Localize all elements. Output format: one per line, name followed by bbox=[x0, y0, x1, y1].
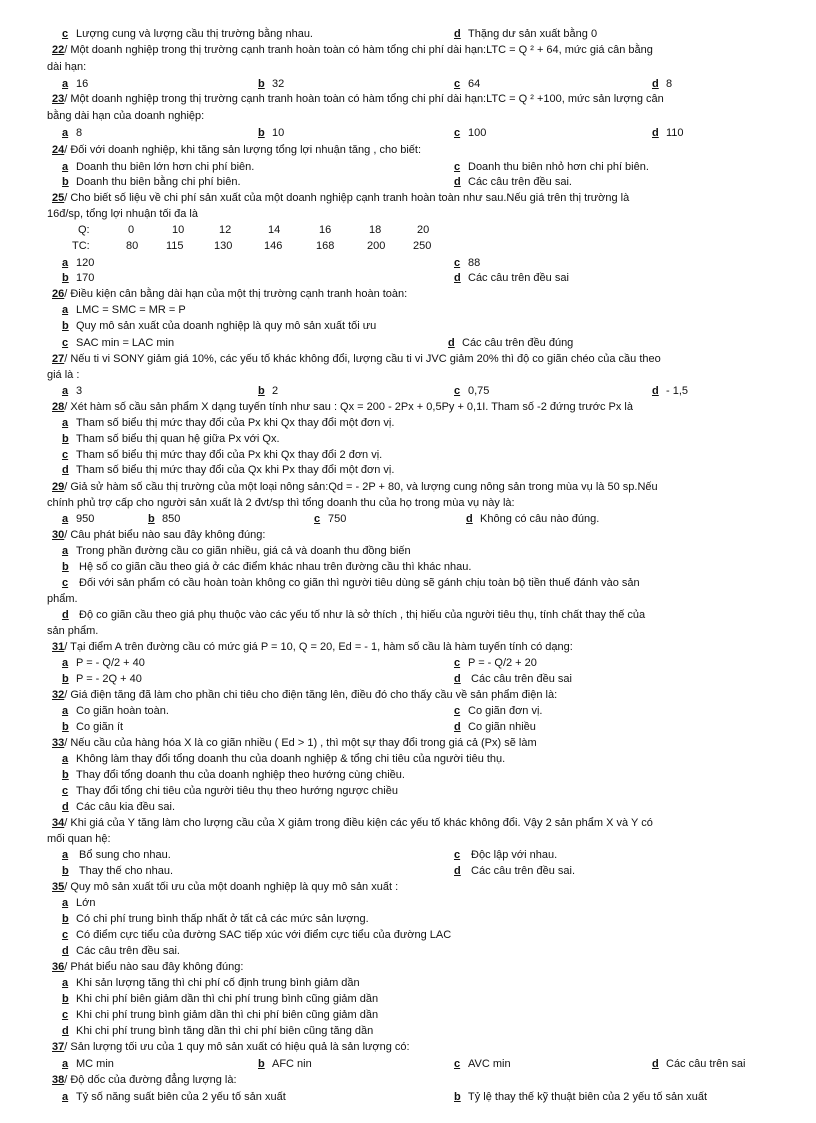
answer-option bbox=[258, 385, 278, 398]
question-text: / Câu phát biểu nào sau đây không đúng: bbox=[64, 529, 266, 541]
question-number: 25 bbox=[52, 192, 65, 204]
option-letter: c bbox=[454, 849, 461, 861]
question-text-continuation: chính phủ trợ cấp cho người sản xuất là 2 đvt/sp thì tổng doanh thu của họ trong mùa vụ này là: bbox=[47, 497, 515, 509]
option-text: Trong phần đường cầu co giãn nhiều, giá cả và doanh thu đồng biến bbox=[76, 545, 411, 557]
option-text: SAC min = LAC min bbox=[76, 337, 175, 349]
option-letter: a bbox=[62, 1091, 69, 1103]
data-table-cell: 18 bbox=[369, 224, 382, 236]
data-table-cell: 20 bbox=[417, 224, 430, 236]
question-text-continuation: bằng dài hạn của doanh nghiệp: bbox=[47, 110, 205, 122]
option-letter: d bbox=[62, 1025, 69, 1037]
option-letter: a bbox=[62, 304, 69, 316]
answer-option bbox=[62, 272, 94, 285]
answer-option bbox=[454, 705, 542, 718]
option-letter: a bbox=[62, 545, 69, 557]
option-letter: d bbox=[62, 945, 69, 957]
option-letter: a bbox=[62, 78, 69, 90]
answer-option bbox=[62, 849, 171, 862]
option-text: Đối với sản phẩm có cầu hoàn toàn không co giãn thì người tiêu dùng sẽ gánh chịu toàn bộ tiền thuế đánh vào sản bbox=[76, 577, 640, 589]
option-text: Các câu kia đều sai. bbox=[76, 801, 176, 813]
answer-option bbox=[62, 977, 360, 990]
answer-option bbox=[62, 609, 645, 622]
option-text: 8 bbox=[666, 78, 673, 90]
answer-option bbox=[62, 385, 82, 398]
option-letter: a bbox=[62, 161, 69, 173]
option-letter: d bbox=[454, 721, 461, 733]
question-number: 37 bbox=[52, 1041, 65, 1053]
question-text: / Đối với doanh nghiệp, khi tăng sản lượng tổng lợi nhuận tăng , cho biết: bbox=[64, 144, 422, 156]
question-number: 26 bbox=[52, 288, 65, 300]
option-letter: b bbox=[62, 913, 69, 925]
option-letter: d bbox=[62, 609, 69, 621]
question-number: 34 bbox=[52, 817, 65, 829]
question-line bbox=[52, 817, 653, 830]
option-letter: c bbox=[454, 127, 461, 139]
option-text: 88 bbox=[468, 257, 481, 269]
question-text: / Xét hàm số cầu sản phẩm X dạng tuyến tính như sau : Qx = 200 - 2Px + 0,5Py + 0,1I. Tham số -2 đứng trước Px là bbox=[64, 401, 633, 413]
option-text: Khi chi phí trung bình tăng dần thì chi phí biên cũng tăng dần bbox=[76, 1025, 374, 1037]
option-text: Tham số biểu thị mức thay đổi của Px khi Qx thay đổi một đơn vị. bbox=[76, 417, 395, 429]
option-letter: b bbox=[62, 433, 69, 445]
option-letter: b bbox=[62, 272, 69, 284]
answer-option bbox=[62, 545, 411, 558]
answer-option bbox=[652, 1058, 745, 1071]
option-letter: a bbox=[62, 897, 69, 909]
question-line bbox=[52, 1041, 410, 1054]
option-text: Co giãn nhiều bbox=[468, 721, 536, 733]
answer-option bbox=[62, 1009, 378, 1022]
option-text: Tham số biểu thị mức thay đổi của Qx khi Px thay đổi một đơn vị. bbox=[76, 464, 395, 476]
answer-option bbox=[62, 417, 394, 430]
option-letter: a bbox=[62, 657, 69, 669]
option-letter: d bbox=[652, 385, 659, 397]
option-text: P = - Q/2 + 40 bbox=[76, 657, 145, 669]
data-table-cell: 115 bbox=[166, 240, 184, 252]
option-letter: c bbox=[62, 785, 69, 797]
answer-option bbox=[148, 513, 180, 526]
option-text: Các câu trên đều sai bbox=[468, 673, 572, 685]
option-letter: d bbox=[454, 176, 461, 188]
answer-option bbox=[454, 78, 480, 91]
option-letter: b bbox=[454, 1091, 461, 1103]
question-line bbox=[52, 44, 653, 57]
option-letter: b bbox=[62, 865, 69, 877]
answer-option bbox=[62, 304, 186, 317]
option-letter: c bbox=[454, 385, 461, 397]
option-letter: c bbox=[62, 929, 69, 941]
question-text: / Sản lượng tối ưu của 1 quy mô sản xuất có hiệu quả là sản lượng có: bbox=[64, 1041, 410, 1053]
answer-option bbox=[454, 176, 572, 189]
data-table-cell: 250 bbox=[413, 240, 432, 252]
answer-option bbox=[258, 127, 284, 140]
option-letter: c bbox=[62, 577, 69, 589]
option-letter: a bbox=[62, 849, 69, 861]
option-text: 120 bbox=[76, 257, 95, 269]
data-table-cell: 130 bbox=[214, 240, 233, 252]
answer-option bbox=[652, 385, 688, 398]
option-letter: d bbox=[454, 28, 461, 40]
answer-option bbox=[454, 849, 557, 862]
answer-option bbox=[62, 1058, 114, 1071]
answer-option bbox=[454, 673, 572, 686]
question-number: 29 bbox=[52, 481, 65, 493]
question-number: 33 bbox=[52, 737, 65, 749]
answer-option bbox=[62, 513, 94, 526]
option-letter: b bbox=[148, 513, 155, 525]
data-table-cell: TC: bbox=[72, 240, 90, 252]
option-letter: c bbox=[454, 705, 461, 717]
question-number: 27 bbox=[52, 353, 65, 365]
answer-option bbox=[314, 513, 346, 526]
option-text: Thặng dư sản xuất bằng 0 bbox=[468, 28, 598, 40]
option-letter: b bbox=[62, 673, 69, 685]
option-letter: b bbox=[258, 1058, 265, 1070]
answer-option bbox=[62, 161, 254, 174]
option-text: Tỷ lệ thay thế kỹ thuật biên của 2 yếu tố sản xuất bbox=[468, 1091, 708, 1103]
option-text: Khi chi phí biên giảm dần thì chi phí trung bình cũng giảm dần bbox=[76, 993, 379, 1005]
question-number: 36 bbox=[52, 961, 65, 973]
question-line bbox=[52, 144, 421, 157]
data-table-cell: 16 bbox=[319, 224, 332, 236]
option-text: 8 bbox=[76, 127, 83, 139]
answer-option bbox=[62, 913, 369, 926]
option-letter: b bbox=[62, 561, 69, 573]
option-letter: d bbox=[652, 127, 659, 139]
option-text: 10 bbox=[272, 127, 285, 139]
option-text: MC min bbox=[76, 1058, 114, 1070]
question-text: / Tại điểm A trên đường cầu có mức giá P = 10, Q = 20, Ed = - 1, hàm số cầu là hàm tuyến tính có dạng: bbox=[64, 641, 573, 653]
answer-option bbox=[454, 865, 575, 878]
question-line bbox=[52, 401, 633, 414]
question-line bbox=[52, 961, 243, 974]
option-letter: a bbox=[62, 257, 69, 269]
question-line bbox=[52, 93, 664, 106]
data-table-cell: 0 bbox=[128, 224, 135, 236]
option-letter: c bbox=[454, 78, 461, 90]
answer-option bbox=[62, 1025, 373, 1038]
answer-option bbox=[62, 337, 174, 350]
question-text: / Phát biểu nào sau đây không đúng: bbox=[64, 961, 244, 973]
answer-option bbox=[62, 801, 175, 814]
answer-option bbox=[454, 1058, 511, 1071]
option-text: 32 bbox=[272, 78, 285, 90]
option-text: Hệ số co giãn cầu theo giá ở các điểm khác nhau trên đường cầu thì khác nhau. bbox=[76, 561, 472, 573]
question-number: 24 bbox=[52, 144, 65, 156]
option-text: Các câu trên đều sai. bbox=[76, 945, 180, 957]
option-letter: b bbox=[258, 78, 265, 90]
data-table-cell: Q: bbox=[78, 224, 90, 236]
option-letter: a bbox=[62, 417, 69, 429]
answer-option bbox=[454, 657, 537, 670]
option-text: 16 bbox=[76, 78, 89, 90]
option-letter: b bbox=[62, 320, 69, 332]
answer-option bbox=[62, 28, 313, 41]
option-letter: c bbox=[62, 337, 69, 349]
answer-option bbox=[454, 127, 486, 140]
option-text: 100 bbox=[468, 127, 487, 139]
option-letter: d bbox=[62, 801, 69, 813]
option-letter: b bbox=[62, 176, 69, 188]
option-letter: c bbox=[314, 513, 321, 525]
option-text: Các câu trên đều sai. bbox=[468, 865, 576, 877]
question-text: / Quy mô sản xuất tối ưu của một doanh nghiệp là quy mô sản xuất : bbox=[64, 881, 399, 893]
question-text-continuation: mối quan hệ: bbox=[47, 833, 111, 845]
option-letter: c bbox=[62, 449, 69, 461]
question-line bbox=[52, 481, 658, 494]
answer-option bbox=[62, 929, 451, 942]
answer-option bbox=[62, 561, 471, 574]
option-letter: a bbox=[62, 513, 69, 525]
question-number: 23 bbox=[52, 93, 65, 105]
option-letter: a bbox=[62, 127, 69, 139]
answer-option bbox=[62, 433, 280, 446]
option-text: Các câu trên đều sai bbox=[468, 272, 569, 284]
option-text: 2 bbox=[272, 385, 279, 397]
answer-option bbox=[62, 577, 640, 590]
option-letter: b bbox=[258, 385, 265, 397]
option-text: Độc lập với nhau. bbox=[468, 849, 558, 861]
option-letter: d bbox=[454, 673, 461, 685]
answer-option bbox=[466, 513, 599, 526]
option-text: Thay đổi tổng doanh thu của doanh nghiệp theo hướng cùng chiều. bbox=[76, 769, 405, 781]
answer-option bbox=[454, 257, 480, 270]
answer-option bbox=[62, 320, 376, 333]
question-line bbox=[52, 689, 557, 702]
question-text-continuation: 16đ/sp, tổng lợi nhuận tối đa là bbox=[47, 208, 198, 220]
answer-option bbox=[62, 464, 394, 477]
option-text: P = - Q/2 + 20 bbox=[468, 657, 537, 669]
option-text: Tham số biểu thị quan hệ giữa Px với Qx. bbox=[76, 433, 280, 445]
option-text: Độ co giãn cầu theo giá phụ thuộc vào các yếu tố như là sở thích , thị hiếu của người tiêu thụ, tính chất thay thế của bbox=[76, 609, 646, 621]
answer-option bbox=[62, 753, 505, 766]
question-line bbox=[52, 737, 537, 750]
answer-option bbox=[62, 78, 88, 91]
data-table-cell: 200 bbox=[367, 240, 386, 252]
question-text: / Khi giá của Y tăng làm cho lượng cầu của X giảm trong điều kiện các yếu tố khác không đổi. Vậy 2 sản phẩm X và Y có bbox=[64, 817, 653, 829]
answer-option bbox=[62, 127, 82, 140]
answer-option bbox=[258, 1058, 312, 1071]
question-text-continuation: sản phẩm. bbox=[47, 625, 99, 637]
answer-option bbox=[454, 721, 536, 734]
answer-option bbox=[62, 1091, 286, 1104]
answer-option bbox=[454, 28, 597, 41]
option-letter: b bbox=[62, 721, 69, 733]
question-line bbox=[52, 881, 398, 894]
answer-option bbox=[62, 865, 173, 878]
question-text-continuation: giá là : bbox=[47, 369, 80, 381]
answer-option bbox=[62, 657, 145, 670]
option-text: Lớn bbox=[76, 897, 96, 909]
option-text: 750 bbox=[328, 513, 347, 525]
option-text: Doanh thu biên bằng chi phí biên. bbox=[76, 176, 241, 188]
option-letter: d bbox=[62, 464, 69, 476]
question-text-continuation: dài hạn: bbox=[47, 61, 87, 73]
answer-option bbox=[62, 945, 180, 958]
question-text: / Nếu cầu của hàng hóa X là co giãn nhiều ( Ed > 1) , thì một sự thay đổi trong giá cả (Px) sẽ làm bbox=[64, 737, 537, 749]
question-text: / Giả sử hàm số cầu thị trường của một loại nông sản:Qd = - 2P + 80, và lượng cung nông sản trong mùa vụ là 50 sp.Nếu bbox=[64, 481, 658, 493]
option-letter: c bbox=[454, 1058, 461, 1070]
option-letter: a bbox=[62, 1058, 69, 1070]
option-text: Các câu trên đều sai. bbox=[468, 176, 572, 188]
question-number: 22 bbox=[52, 44, 65, 56]
option-text: Có điểm cực tiểu của đường SAC tiếp xúc với điểm cực tiểu của đường LAC bbox=[76, 929, 452, 941]
option-letter: b bbox=[62, 769, 69, 781]
option-text: Thay thế cho nhau. bbox=[76, 865, 174, 877]
answer-option bbox=[652, 78, 672, 91]
option-letter: b bbox=[258, 127, 265, 139]
question-text-continuation: phẩm. bbox=[47, 593, 78, 605]
data-table-cell: 146 bbox=[264, 240, 283, 252]
option-text: P = - 2Q + 40 bbox=[76, 673, 142, 685]
option-text: 0,75 bbox=[468, 385, 490, 397]
question-line bbox=[52, 288, 407, 301]
option-text: Có chi phí trung bình thấp nhất ở tất cả các mức sản lượng. bbox=[76, 913, 369, 925]
option-text: 3 bbox=[76, 385, 83, 397]
option-text: Co giãn đơn vị. bbox=[468, 705, 543, 717]
answer-option bbox=[62, 705, 169, 718]
answer-option bbox=[62, 785, 398, 798]
question-text: / Điều kiện cân bằng dài hạn của một thị trường cạnh tranh hoàn toàn: bbox=[64, 288, 408, 300]
option-letter: d bbox=[652, 78, 659, 90]
option-letter: d bbox=[466, 513, 473, 525]
option-text: LMC = SMC = MR = P bbox=[76, 304, 186, 316]
question-number: 38 bbox=[52, 1074, 65, 1086]
answer-option bbox=[62, 257, 94, 270]
data-table-row bbox=[0, 240, 816, 253]
option-text: Quy mô sản xuất của doanh nghiệp là quy mô sản xuất tối ưu bbox=[76, 320, 377, 332]
answer-option bbox=[652, 127, 684, 140]
answer-option bbox=[454, 1091, 707, 1104]
option-text: - 1,5 bbox=[666, 385, 689, 397]
option-text: Các câu trên sai bbox=[666, 1058, 746, 1070]
answer-option bbox=[454, 272, 569, 285]
option-letter: c bbox=[62, 1009, 69, 1021]
question-text: / Một doanh nghiệp trong thị trường cạnh tranh hoàn toàn có hàm tổng chi phí dài hạn:LTC = Q ² + 64, mức giá cân bằng bbox=[64, 44, 653, 56]
option-letter: a bbox=[62, 977, 69, 989]
option-letter: c bbox=[62, 28, 69, 40]
option-text: 64 bbox=[468, 78, 481, 90]
option-text: Khi sản lượng tăng thì chi phí cố định trung bình giảm dần bbox=[76, 977, 360, 989]
option-text: Các câu trên đều đúng bbox=[462, 337, 574, 349]
option-letter: d bbox=[454, 272, 461, 284]
question-line bbox=[52, 529, 265, 542]
question-text: / Nếu ti vi SONY giảm giá 10%, các yếu tố khác không đổi, lượng cầu ti vi JVC giảm 20% thì độ co giãn chéo của cầu theo bbox=[64, 353, 661, 365]
option-letter: d bbox=[454, 865, 461, 877]
question-number: 31 bbox=[52, 641, 65, 653]
data-table-cell: 80 bbox=[126, 240, 139, 252]
option-text: 110 bbox=[666, 127, 684, 139]
answer-option bbox=[62, 673, 142, 686]
option-text: 170 bbox=[76, 272, 95, 284]
option-text: Tỷ số năng suất biên của 2 yếu tố sản xuất bbox=[76, 1091, 286, 1103]
answer-option bbox=[62, 721, 123, 734]
option-letter: d bbox=[652, 1058, 659, 1070]
option-text: 950 bbox=[76, 513, 95, 525]
data-table-cell: 12 bbox=[219, 224, 232, 236]
question-line bbox=[52, 192, 629, 205]
option-text: Không có câu nào đúng. bbox=[480, 513, 600, 525]
option-text: 850 bbox=[162, 513, 181, 525]
data-table-row bbox=[0, 224, 816, 237]
option-text: Lượng cung và lượng cầu thị trường bằng nhau. bbox=[76, 28, 313, 40]
answer-option bbox=[62, 769, 405, 782]
question-line bbox=[52, 1074, 237, 1087]
answer-option bbox=[258, 78, 284, 91]
option-text: Thay đổi tổng chi tiêu của người tiêu thụ theo hướng ngược chiều bbox=[76, 785, 398, 797]
answer-option bbox=[448, 337, 573, 350]
question-number: 35 bbox=[52, 881, 65, 893]
question-text: / Độ dốc của đường đẳng lượng là: bbox=[64, 1074, 237, 1086]
question-number: 32 bbox=[52, 689, 65, 701]
option-letter: c bbox=[454, 161, 461, 173]
option-letter: b bbox=[62, 993, 69, 1005]
answer-option bbox=[62, 993, 378, 1006]
option-letter: a bbox=[62, 385, 69, 397]
option-text: Doanh thu biên lớn hơn chi phí biên. bbox=[76, 161, 255, 173]
data-table-cell: 10 bbox=[172, 224, 185, 236]
option-letter: a bbox=[62, 705, 69, 717]
option-letter: a bbox=[62, 753, 69, 765]
question-text: / Giá điện tăng đã làm cho phần chi tiêu cho điện tăng lên, điều đó cho thấy cầu về sản phẩm điện là: bbox=[64, 689, 558, 701]
option-text: AFC nin bbox=[272, 1058, 312, 1070]
question-text: / Cho biết số liệu về chi phí sản xuất của một doanh nghiệp cạnh tranh hoàn toàn như sau.Nếu giá trên thị trường là bbox=[64, 192, 630, 204]
option-letter: d bbox=[448, 337, 455, 349]
option-text: Bổ sung cho nhau. bbox=[76, 849, 171, 861]
option-text: Co giãn hoàn toàn. bbox=[76, 705, 169, 717]
option-letter: c bbox=[454, 257, 461, 269]
answer-option bbox=[454, 161, 649, 174]
option-text: Khi chi phí trung bình giảm dần thì chi phí biên cũng giảm dần bbox=[76, 1009, 379, 1021]
option-text: Co giãn ít bbox=[76, 721, 124, 733]
question-line bbox=[52, 641, 573, 654]
option-letter: c bbox=[454, 657, 461, 669]
data-table-cell: 14 bbox=[268, 224, 281, 236]
option-text: Không làm thay đổi tổng doanh thu của doanh nghiệp & tổng chi tiêu của người tiêu thụ. bbox=[76, 753, 506, 765]
option-text: Tham số biểu thị mức thay đổi của Px khi Qx thay đổi 2 đơn vị. bbox=[76, 449, 383, 461]
answer-option bbox=[62, 897, 95, 910]
question-number: 28 bbox=[52, 401, 65, 413]
answer-option bbox=[62, 176, 241, 189]
option-text: Doanh thu biên nhỏ hơn chi phí biên. bbox=[468, 161, 649, 173]
answer-option bbox=[62, 449, 382, 462]
question-line bbox=[52, 353, 661, 366]
question-text: / Một doanh nghiệp trong thị trường cạnh tranh hoàn toàn có hàm tổng chi phí dài hạn:LTC = Q ² +100, mức sản lượng cân bbox=[64, 93, 664, 105]
question-number: 30 bbox=[52, 529, 65, 541]
data-table-cell: 168 bbox=[316, 240, 335, 252]
option-text: AVC min bbox=[468, 1058, 511, 1070]
answer-option bbox=[454, 385, 489, 398]
